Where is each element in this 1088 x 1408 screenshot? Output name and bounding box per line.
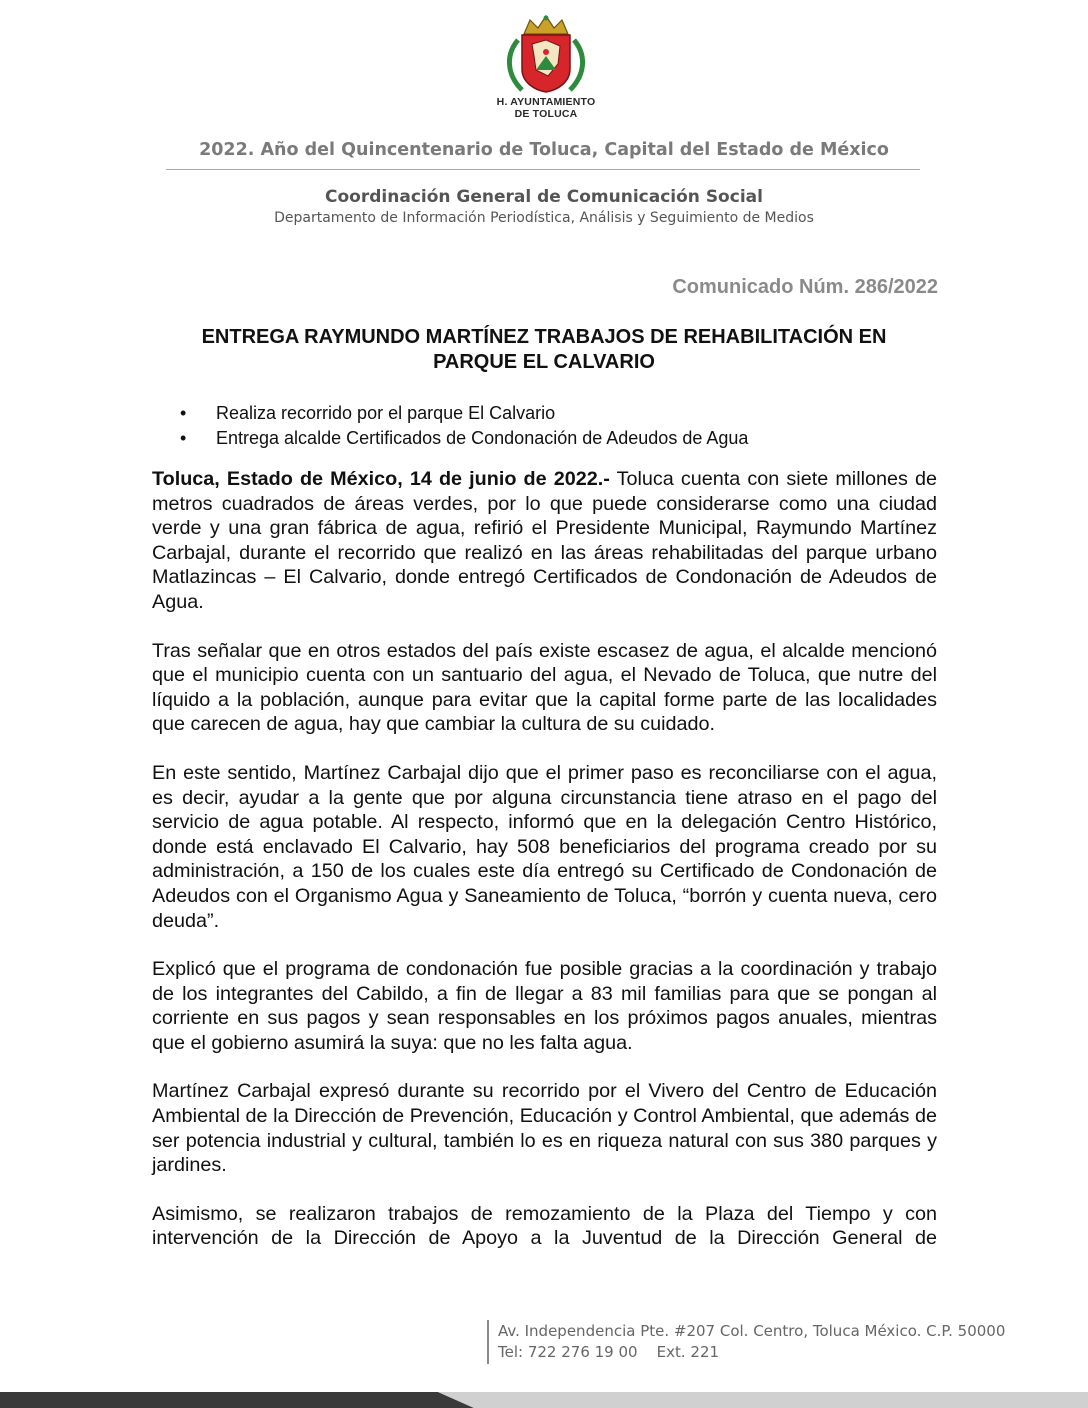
dateline: Toluca, Estado de México, 14 de junio de 2022.- xyxy=(152,468,610,490)
bulletin-number: Comunicado Núm. 286/2022 xyxy=(672,276,938,298)
footer-address: Av. Independencia Pte. #207 Col. Centro, Toluca México. C.P. 50000 xyxy=(498,1322,1006,1340)
paragraph-5: Martínez Carbajal expresó durante su recorrido por el Vivero del Centro de Educación Ambiental de la Dirección de Prevención, Educación y Control Ambiental, que además de ser potencia industrial y cultural, también lo es en riqueza natural con sus 380 parques y jardines. xyxy=(152,1080,937,1177)
paragraph-1-text: Toluca cuenta con siete millones de metros cuadrados de áreas verdes, por lo que puede considerarse como una ciudad verde y una gran fábrica de agua, refirió el Presidente Municipal, Raymundo Martínez Carbajal, durante el recorrido que realizó en las áreas rehabilitadas del parque urbano Matlazincas – El Calvario, donde entregó Certificados de Condonación de Adeudos de Agua. xyxy=(152,468,937,613)
paragraph-4: Explicó que el programa de condonación fue posible gracias a la coordinación y trabajo de los integrantes del Cabildo, a fin de llegar a 83 mil familias para que se pongan al corriente en sus pagos y sean responsables en los próximos pagos anuales, mientras que el gobierno asumirá la suya: que no les falta agua. xyxy=(152,958,937,1054)
article-body xyxy=(152,467,937,1275)
bullet-text: Realiza recorrido por el parque El Calvario xyxy=(216,403,556,423)
paragraph-1 xyxy=(152,467,937,615)
footer-decorative-band xyxy=(0,1384,1088,1408)
paragraph-2: Tras señalar que en otros estados del país existe escasez de agua, el alcalde mencionó que el municipio cuenta con un santuario del agua, el Nevado de Toluca, que nutre del líquido a la población, aunque para evitar que la capital forme parte de las localidades que carecen de agua, hay que cambiar la cultura de su cuidado. xyxy=(152,639,937,736)
paragraph-3: En este sentido, Martínez Carbajal dijo que el primer paso es reconciliarse con el agua, es decir, ayudar a la gente que por alguna circunstancia tiene atraso en el pago del servicio de agua potable. Al respecto, informó que en la delegación Centro Histórico, donde está enclavado El Calvario, hay 508 beneficiarios del programa creado por su administración, a 150 de los cuales este día entregó su Certificado de Condonación de Adeudos con el Organismo Agua y Saneamiento de Toluca, “borrón y cuenta nueva, cero deuda”. xyxy=(152,761,937,932)
bullet-dot-icon: • xyxy=(180,403,187,423)
logo-text-line2: DE TOLUCA xyxy=(514,108,578,120)
header-divider xyxy=(166,169,920,170)
bullet-item xyxy=(152,401,936,426)
bullet-text: Entrega alcalde Certificados de Condonación de Adeudos de Agua xyxy=(216,427,749,448)
headline-line-1: ENTREGA RAYMUNDO MARTÍNEZ TRABAJOS DE REHABILITACIÓN EN xyxy=(201,326,887,348)
headline xyxy=(152,325,936,375)
bullet-dot-icon: • xyxy=(180,427,187,448)
coat-of-arms-icon xyxy=(488,14,604,94)
paragraph-6: Asimismo, se realizaron trabajos de remozamiento de la Plaza del Tiempo y con intervención de la Dirección de Apoyo a la Juventud de la Dirección General de xyxy=(152,1202,937,1250)
bullet-item xyxy=(152,426,936,451)
ayuntamiento-logo xyxy=(488,14,604,120)
headline-line-2: PARQUE EL CALVARIO xyxy=(433,351,655,373)
coordination-title: Coordinación General de Comunicación Social xyxy=(325,187,763,207)
department-subtitle: Departamento de Información Periodística, Análisis y Seguimiento de Medios xyxy=(274,210,814,226)
footer-divider xyxy=(487,1320,489,1364)
summary-bullets xyxy=(152,401,936,450)
footer-phone: Tel: 722 276 19 00 Ext. 221 xyxy=(498,1343,720,1361)
logo-text-line1: H. AYUNTAMIENTO xyxy=(496,96,596,108)
commemorative-year-line: 2022. Año del Quincentenario de Toluca, Capital del Estado de México xyxy=(199,140,889,160)
